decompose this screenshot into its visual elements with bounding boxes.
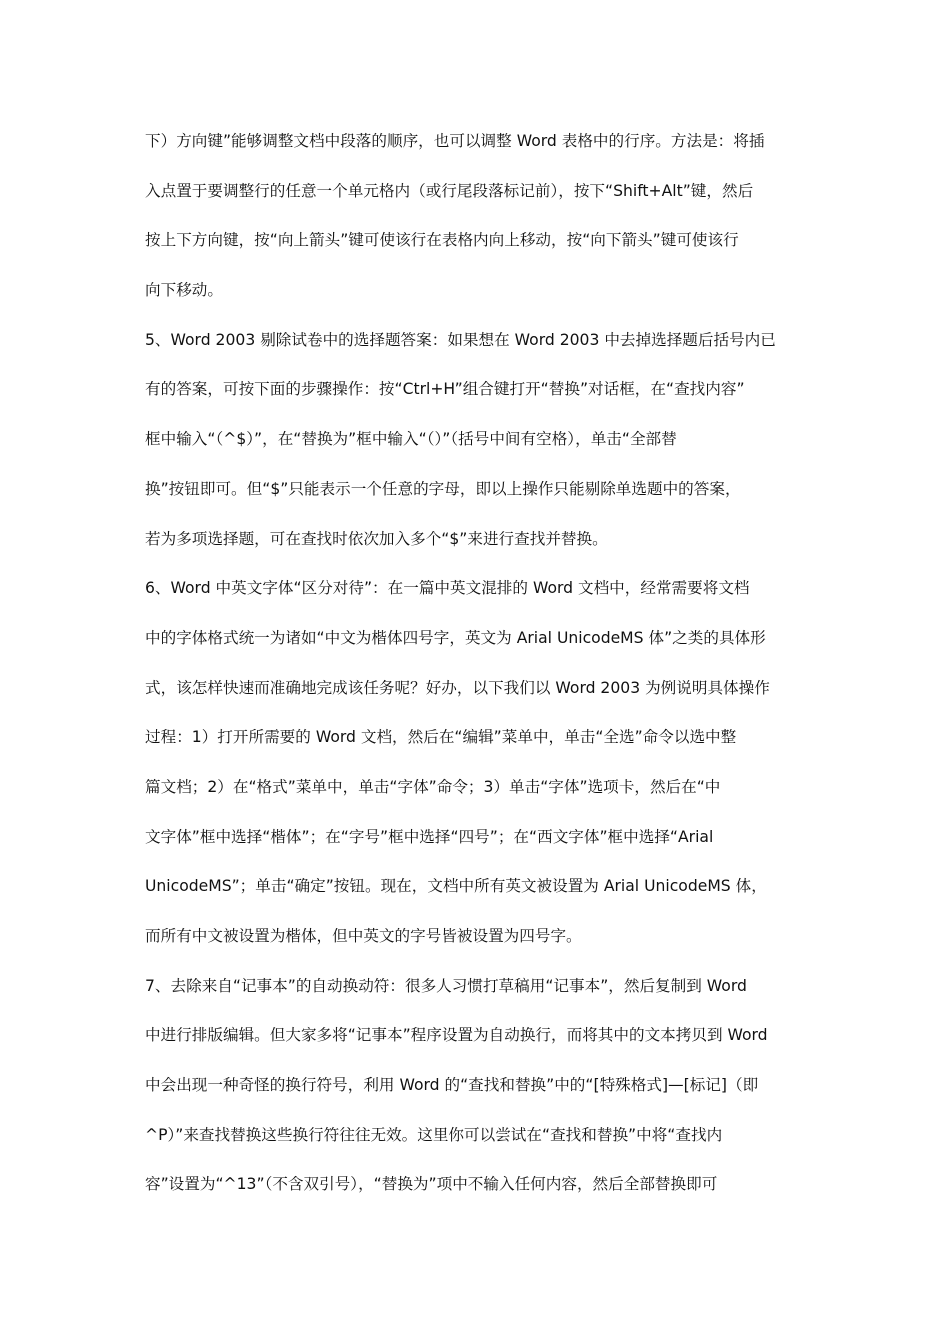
text-line: 有的答案，可按下面的步骤操作：按“Ctrl+H”组合键打开“替换”对话框，在“查找内容” [145, 380, 745, 399]
text-line: ^P）”来查找替换这些换行符往往无效。这里你可以尝试在“查找和替换”中将“查找内 [145, 1125, 723, 1144]
text-line: 容”设置为“^13”（不含双引号），“替换为”项中不输入任何内容，然后全部替换即可 [145, 1175, 718, 1194]
text-line: 而所有中文被设置为楷体，但中英文的字号皆被设置为四号字。 [145, 927, 582, 945]
text-line: 文字体”框中选择“楷体”；在“字号”框中选择“四号”；在“西文字体”框中选择“Arial [145, 827, 714, 846]
text-line: 6、Word 中英文字体“区分对待”：在一篇中英文混排的 Word 文档中，经常需要将文档 [145, 579, 750, 598]
text-line: 5、Word 2003 剔除试卷中的选择题答案：如果想在 Word 2003 中去掉选择题后括号内已 [145, 330, 776, 349]
text-line: 换”按钮即可。但“$”只能表示一个任意的字母，即以上操作只能剔除单选题中的答案， [145, 479, 741, 498]
text-line: 向下移动。 [145, 281, 223, 300]
text-line: 下）方向键”能够调整文档中段落的顺序，也可以调整 Word 表格中的行序。方法是：将插 [145, 132, 765, 150]
text-line: 入点置于要调整行的任意一个单元格内（或行尾段落标记前），按下“Shift+Alt”键，然后 [145, 181, 754, 200]
text-line: UnicodeMS”；单击“确定”按钮。现在，文档中所有英文被设置为 Arial UnicodeMS 体， [145, 877, 767, 896]
text-line: 7、去除来自“记事本”的自动换动符：很多人习惯打草稿用“记事本”，然后复制到 Word [145, 976, 747, 995]
text-line: 框中输入“（^$）”，在“替换为”框中输入“（）”（括号中间有空格），单击“全部替 [145, 430, 677, 449]
text-line: 篇文档；2）在“格式”菜单中，单击“字体”命令；3）单击“字体”选项卡，然后在“中 [145, 777, 721, 796]
text-line: 过程：1）打开所需要的 Word 文档，然后在“编辑”菜单中，单击“全选”命令以选中整 [145, 728, 737, 747]
text-line: 中的字体格式统一为诸如“中文为楷体四号字，英文为 Arial UnicodeMS 体”之类的具体形 [145, 628, 766, 647]
text-line: 中会出现一种奇怪的换行符号，利用 Word 的“查找和替换”中的“[特殊格式]—[标记]（即 [145, 1076, 759, 1095]
text-line: 若为多项选择题，可在查找时依次加入多个“$”来进行查找并替换。 [145, 529, 608, 548]
text-line: 中进行排版编辑。但大家多将“记事本”程序设置为自动换行，而将其中的文本拷贝到 Word [145, 1026, 768, 1045]
text-line: 式，该怎样快速而准确地完成该任务呢？好办，以下我们以 Word 2003 为例说明具体操作 [145, 678, 770, 697]
document-body [145, 128, 810, 1221]
text-line: 按上下方向键，按“向上箭头”键可使该行在表格内向上移动，按“向下箭头”键可使该行 [145, 231, 739, 250]
